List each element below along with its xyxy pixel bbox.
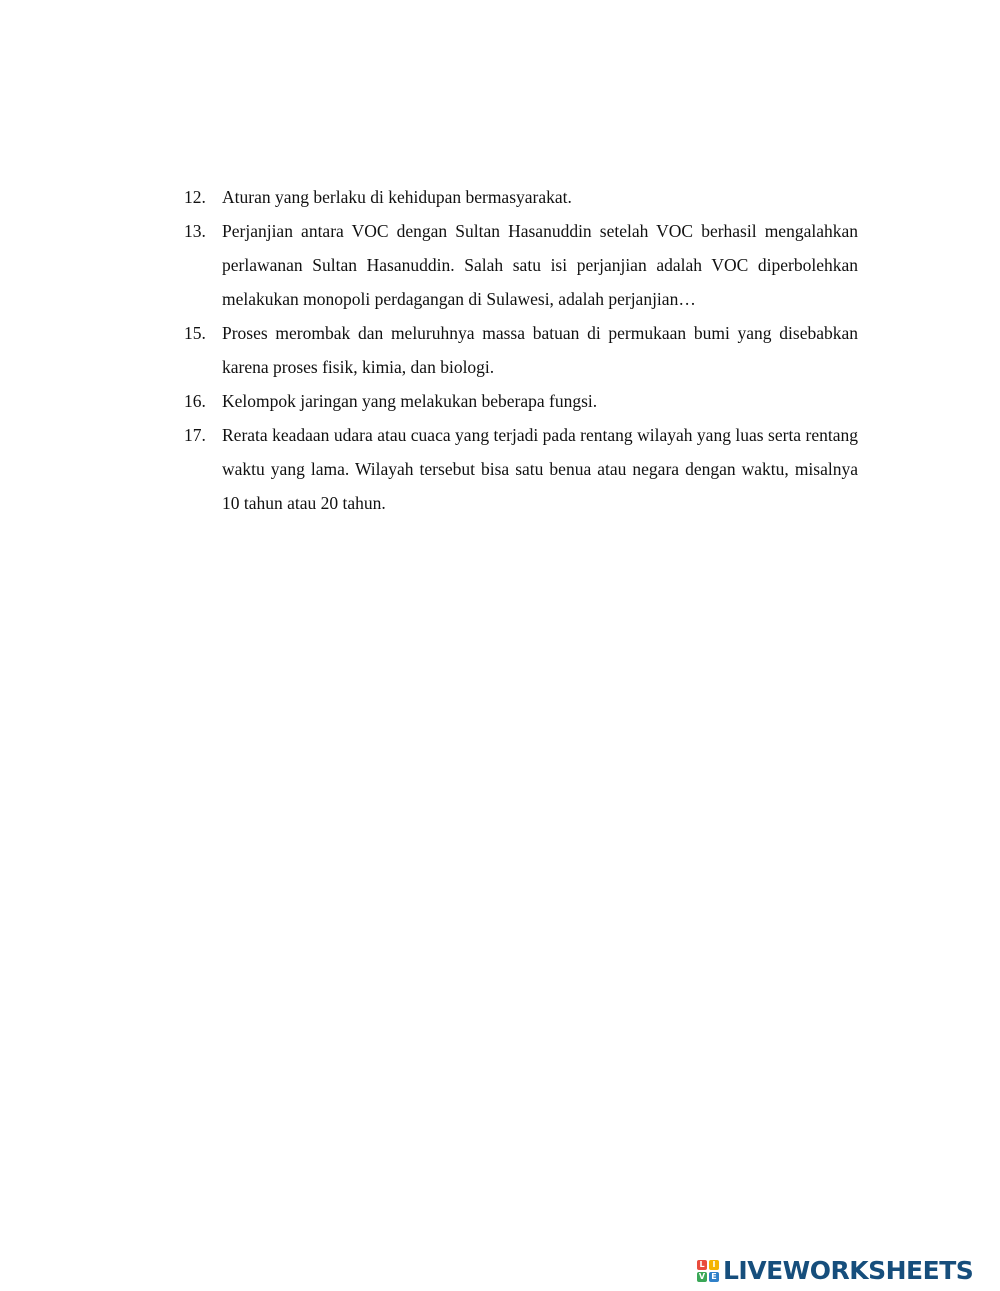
logo-tile-i: I xyxy=(709,1260,719,1270)
logo-tile-l: L xyxy=(697,1260,707,1270)
question-text: Kelompok jaringan yang melakukan beberapa fungsi. xyxy=(222,391,598,411)
logo-tile-v: V xyxy=(698,1272,706,1281)
liveworksheets-brand[interactable] xyxy=(697,1256,973,1286)
question-number: 16. xyxy=(184,391,206,411)
question-item-15 xyxy=(184,316,858,384)
question-number: 17. xyxy=(184,425,206,445)
question-item-12 xyxy=(184,180,858,214)
question-text: Perjanjian antara VOC dengan Sultan Hasanuddin setelah VOC berhasil mengalahkan perlawanan Sultan Hasanuddin. Salah satu isi perjanjian adalah VOC diperbolehkan melakukan monopoli perdagangan di Sulawesi, adalah perjanjian… xyxy=(222,221,858,309)
question-item-17 xyxy=(184,418,858,520)
question-item-16 xyxy=(184,384,858,418)
question-text: Proses merombak dan meluruhnya massa batuan di permukaan bumi yang disebabkan karena proses fisik, kimia, dan biologi. xyxy=(222,323,858,377)
question-number: 12. xyxy=(184,187,206,207)
brand-wordmark: LIVEWORKSHEETS xyxy=(723,1256,974,1285)
question-item-13 xyxy=(184,214,858,316)
logo-tile-e: E xyxy=(709,1272,719,1282)
question-text: Aturan yang berlaku di kehidupan bermasyarakat. xyxy=(222,187,572,207)
question-text: Rerata keadaan udara atau cuaca yang terjadi pada rentang wilayah yang luas serta rentang waktu yang lama. Wilayah tersebut bisa satu benua atau negara dengan waktu, misalnya 10 tahun atau 20 tahun. xyxy=(222,425,858,513)
question-number: 13. xyxy=(184,221,206,241)
liveworksheets-logo-icon xyxy=(697,1260,719,1282)
question-number: 15. xyxy=(184,323,206,343)
question-list xyxy=(184,180,858,520)
